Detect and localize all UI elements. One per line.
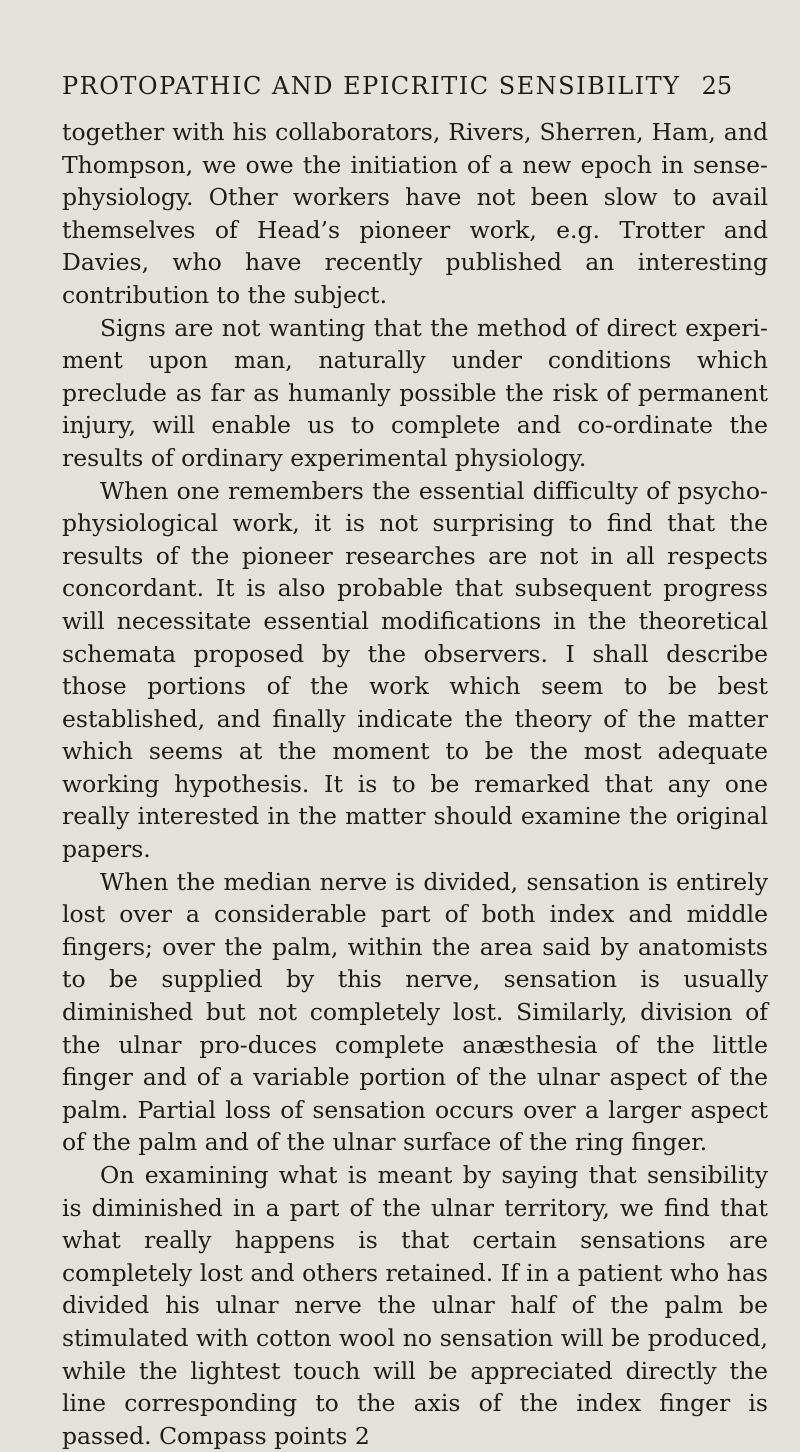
paragraph-3: When one remembers the essential difficulty of psycho-physiological work, it is not surprising to find that the results of the pioneer researches are not in all respects concordant. It is also probable that subsequent progress will necessitate essential modifications in the theoretical schemata proposed by the observers. I shall describe those portions of the work which seem to be best established, and finally indicate the theory of the matter which seems at the moment to be the most adequate working hypothesis. It is to be remarked that any one really interested in the matter should examine the original papers. <box>62 476 768 864</box>
running-title: PROTOPATHIC AND EPICRITIC SENSIBILITY <box>62 72 681 100</box>
page-number: 25 <box>701 72 733 100</box>
paragraph-4: When the median nerve is divided, sensation is entirely lost over a considerable part of both index and middle fingers; over the palm, within the area said by anatomists to be supplied by this nerve, sensation is usually diminished but not completely lost. Similarly, division of the ulnar pro-duces complete anæsthesia of the little finger and of a variable portion of the ulnar aspect of the palm. Partial loss of sensation occurs over a larger aspect of the palm and of the ulnar surface of the ring finger. <box>62 867 768 1157</box>
running-head <box>62 72 762 100</box>
paragraph-1: together with his collaborators, Rivers, Sherren, Ham, and Thompson, we owe the initiation of a new epoch in sense-physiology. Other workers have not been slow to avail themselves of Head’s pioneer work, e.g. Trotter and Davies, who have recently published an interesting contribution to the subject. <box>62 118 768 309</box>
paragraph-5: On examining what is meant by saying that sensibility is diminished in a part of the ulnar territory, we find that what really happens is that certain sensations are completely lost and others retained. If in a patient who has divided his ulnar nerve the ulnar half of the palm be stimulated with cotton wool no sensation will be produced, while the lightest touch will be appreciated directly the line corresponding to the axis of the index finger is passed. Compass points 2 <box>62 1161 768 1450</box>
paragraph-2: Signs are not wanting that the method of direct experi-ment upon man, naturally under conditions which preclude as far as humanly possible the risk of permanent injury, will enable us to complete and co-ordinate the results of ordinary experimental physiology. <box>62 313 768 472</box>
body-text <box>62 116 768 1452</box>
